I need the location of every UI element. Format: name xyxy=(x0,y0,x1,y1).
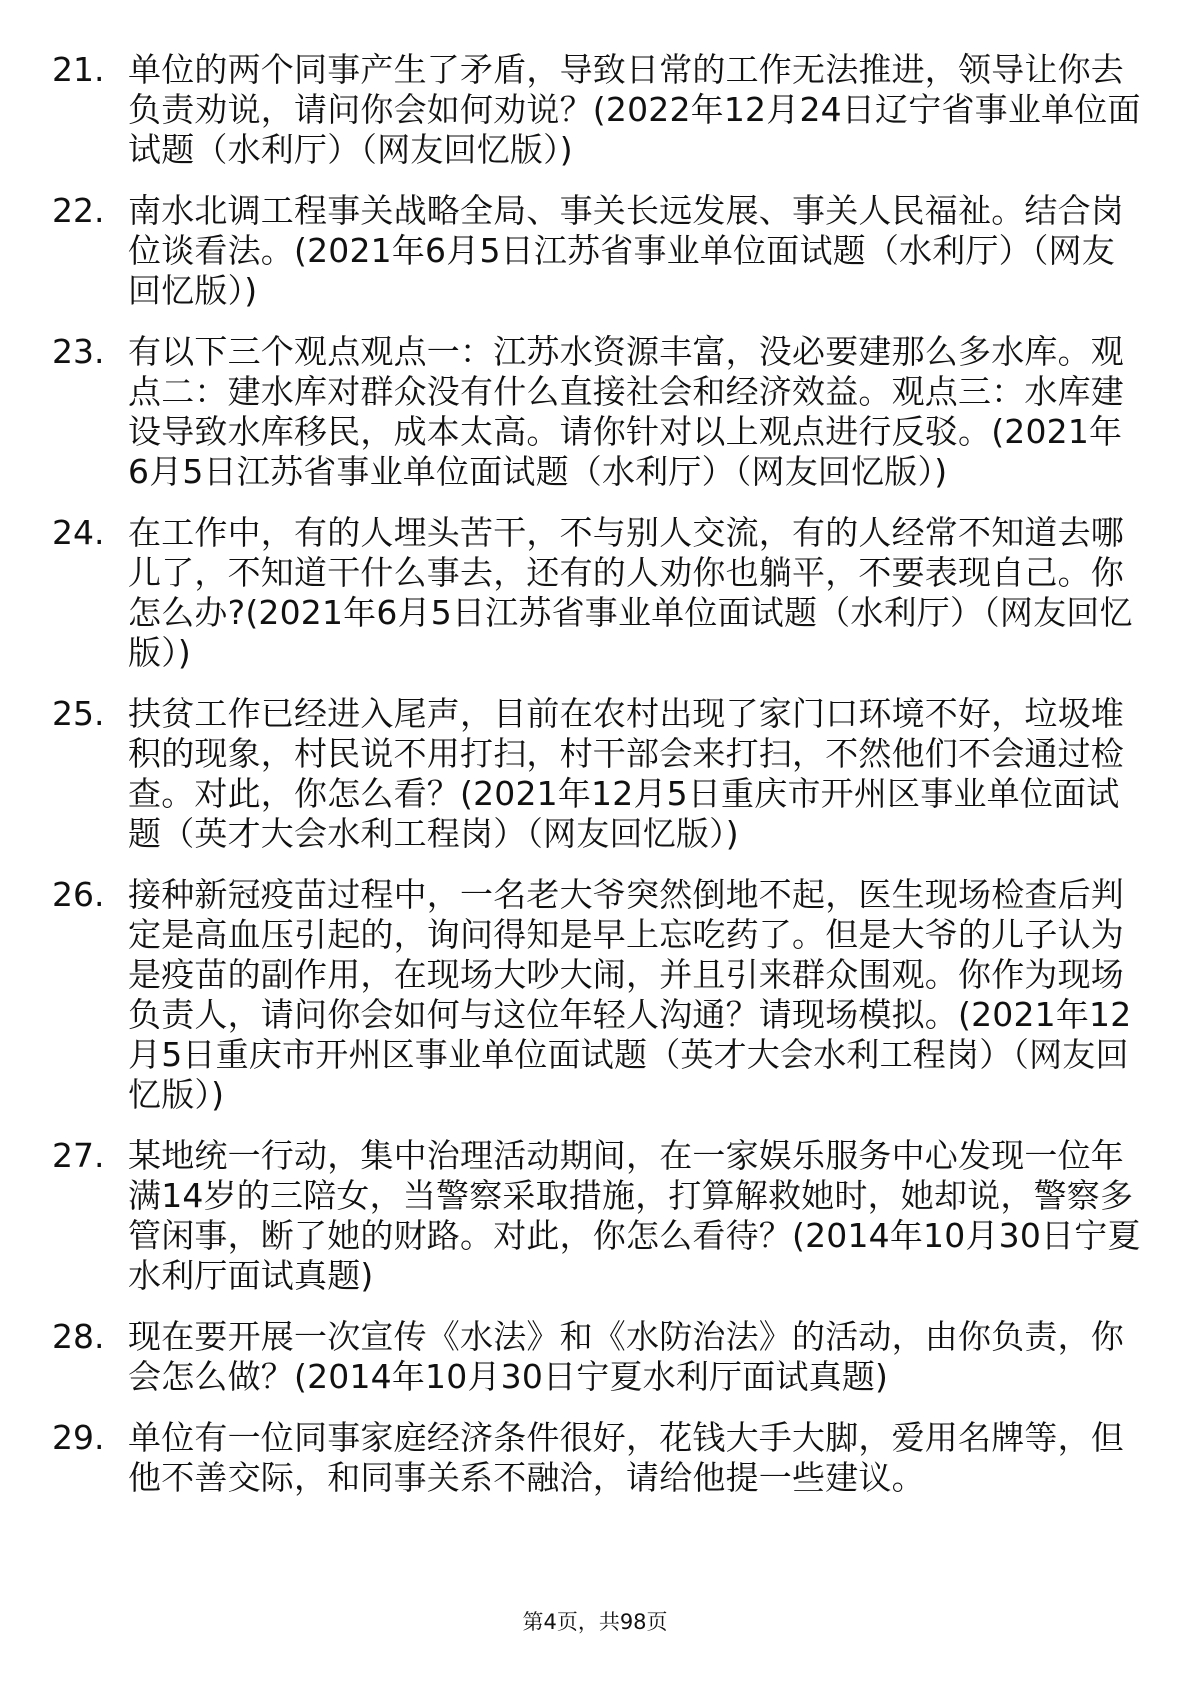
question-text: 单位的两个同事产生了矛盾，导致日常的工作无法推进，领导让你去负责劝说，请问你会如何劝说？(2022年12月24日辽宁省事业单位面试题（水利厅）（网友回忆版）) xyxy=(128,50,1141,169)
question-number: 29. xyxy=(52,1418,105,1457)
question-number: 21. xyxy=(52,50,105,89)
question-number: 24. xyxy=(52,513,105,552)
question-text: 接种新冠疫苗过程中，一名老大爷突然倒地不起，医生现场检查后判定是高血压引起的，询问得知是早上忘吃药了。但是大爷的儿子认为是疫苗的副作用，在现场大吵大闹，并且引来群众围观。你作为现场负责人，请问你会如何与这位年轻人沟通？请现场模拟。(2021年12月5日重庆市开州区事业单位面试题（英才大会水利工程岗）（网友回忆版）) xyxy=(128,875,1132,1114)
question-item xyxy=(52,1317,1142,1397)
question-text: 单位有一位同事家庭经济条件很好，花钱大手大脚，爱用名牌等，但他不善交际，和同事关系不融洽，请给他提一些建议。 xyxy=(128,1418,1124,1497)
question-text: 南水北调工程事关战略全局、事关长远发展、事关人民福祉。结合岗位谈看法。(2021年6月5日江苏省事业单位面试题（水利厅）（网友回忆版）) xyxy=(128,191,1124,310)
question-list xyxy=(52,50,1142,1519)
question-text: 有以下三个观点观点一：江苏水资源丰富，没必要建那么多水库。观点二：建水库对群众没有什么直接社会和经济效益。观点三：水库建设导致水库移民，成本太高。请你针对以上观点进行反驳。(2021年6月5日江苏省事业单位面试题（水利厅）（网友回忆版）) xyxy=(128,332,1124,491)
question-text: 在工作中，有的人埋头苦干，不与别人交流，有的人经常不知道去哪儿了，不知道干什么事去，还有的人劝你也躺平，不要表现自己。你怎么办?(2021年6月5日江苏省事业单位面试题（水利厅）（网友回忆版）) xyxy=(128,513,1133,672)
question-number: 23. xyxy=(52,332,105,371)
question-item xyxy=(52,1418,1142,1498)
question-text: 现在要开展一次宣传《水法》和《水防治法》的活动，由你负责，你会怎么做？(2014年10月30日宁夏水利厅面试真题) xyxy=(128,1317,1124,1396)
page-footer: 第4页，共98页 xyxy=(522,1610,668,1634)
question-item xyxy=(52,694,1142,854)
question-item xyxy=(52,191,1142,311)
question-text: 某地统一行动，集中治理活动期间，在一家娱乐服务中心发现一位年满14岁的三陪女，当警察采取措施，打算解救她时，她却说，警察多管闲事，断了她的财路。对此，你怎么看待？(2014年10月30日宁夏水利厅面试真题) xyxy=(128,1136,1141,1295)
question-item xyxy=(52,332,1142,492)
question-number: 27. xyxy=(52,1136,105,1175)
question-text: 扶贫工作已经进入尾声，目前在农村出现了家门口环境不好，垃圾堆积的现象，村民说不用打扫，村干部会来打扫，不然他们不会通过检查。对此，你怎么看？(2021年12月5日重庆市开州区事业单位面试题（英才大会水利工程岗）（网友回忆版）) xyxy=(128,694,1124,853)
question-item xyxy=(52,875,1142,1115)
question-number: 28. xyxy=(52,1317,105,1356)
question-number: 22. xyxy=(52,191,105,230)
question-number: 26. xyxy=(52,875,105,914)
question-number: 25. xyxy=(52,694,105,733)
question-item xyxy=(52,513,1142,673)
question-item xyxy=(52,1136,1142,1296)
question-item xyxy=(52,50,1142,170)
